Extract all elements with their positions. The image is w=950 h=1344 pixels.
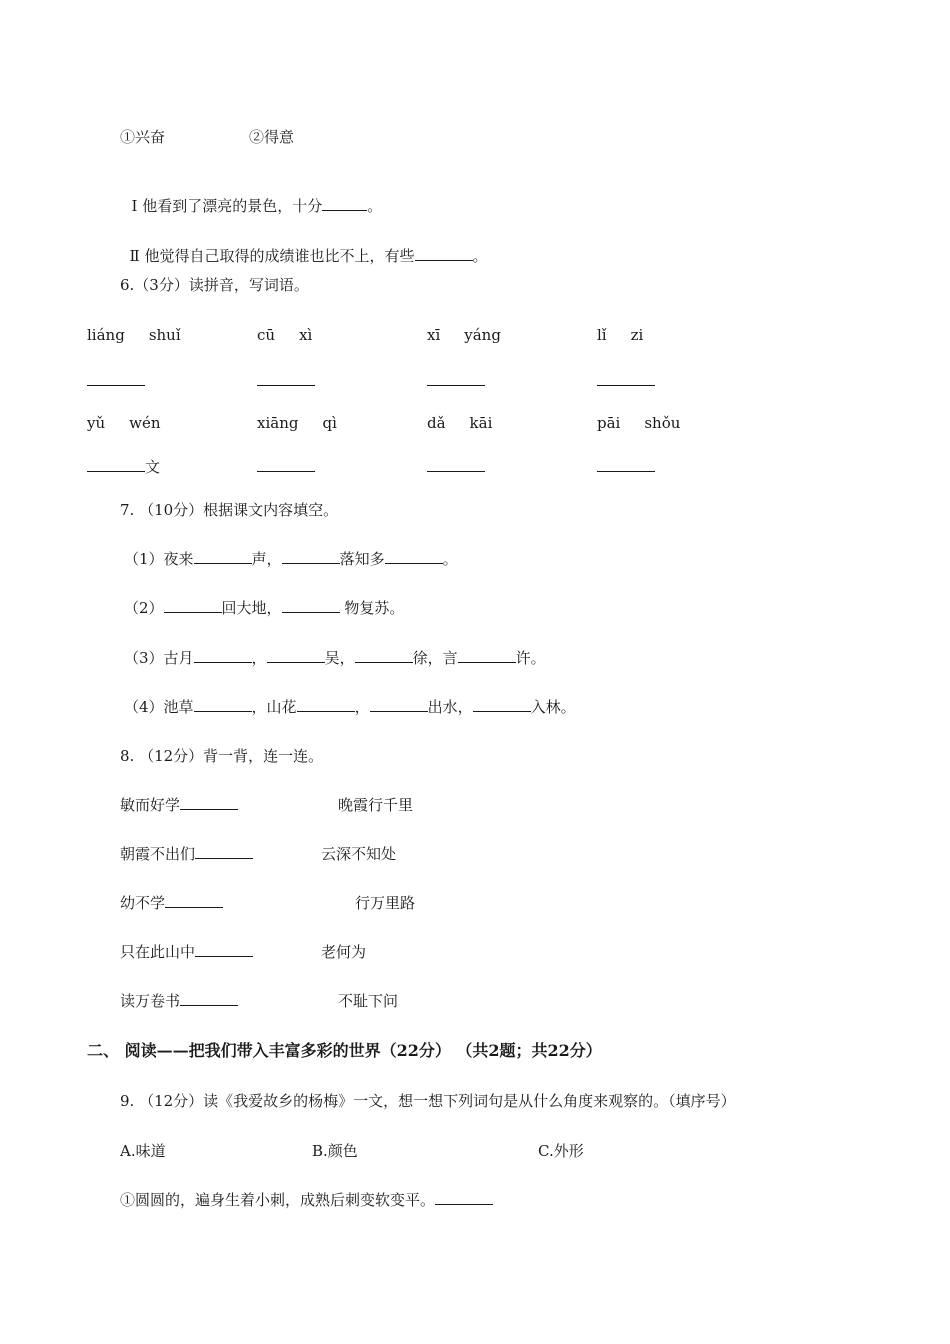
answer-blank[interactable] (415, 246, 473, 261)
answer-blank[interactable] (297, 697, 355, 712)
q5-s1-text: Ⅰ 他看到了漂亮的景色，十分 (131, 197, 323, 215)
answer-line[interactable] (257, 457, 315, 477)
match-right: 晚霞行千里 (338, 796, 414, 814)
pinyin-item: xī yáng (427, 326, 501, 344)
q5-sentence-2 (120, 226, 488, 266)
pinyin-item: dǎ kāi (427, 414, 493, 432)
q7-title: 7. （10分）根据课文内容填空。 (120, 501, 339, 519)
match-left: 只在此山中 (120, 942, 253, 962)
q9-item-1: ①圆圆的，遍身生着小刺，成熟后刺变软变平。 (120, 1190, 493, 1210)
answer-blank[interactable] (194, 549, 252, 564)
q7-line-3: （3）古月 ， 吴， 徐，言 许。 (124, 649, 546, 667)
answer-blank[interactable] (165, 893, 223, 908)
answer-blank[interactable] (355, 648, 413, 663)
match-left: 朝霞不出们 (120, 844, 253, 864)
match-left: 敏而好学 (120, 795, 238, 815)
answer-blank[interactable] (385, 549, 443, 564)
answer-line[interactable] (427, 457, 485, 477)
q7-line-2: （2） 回大地， 物复苏。 (124, 599, 405, 617)
pinyin-item: yǔ wén (87, 414, 161, 432)
pinyin-item: liáng shuǐ (87, 326, 181, 344)
answer-blank[interactable] (458, 648, 516, 663)
match-left: 读万卷书 (120, 991, 238, 1011)
q7-line-4: （4）池草 ，山花 ， 出水， 入林。 (124, 698, 576, 716)
section-heading: 二、 阅读——把我们带入丰富多彩的世界（22分） （共2题；共22分） (87, 1041, 602, 1060)
answer-blank[interactable] (180, 991, 238, 1006)
pinyin-item: pāi shǒu (597, 414, 681, 432)
match-right: 不耻下问 (338, 992, 399, 1010)
answer-line[interactable] (257, 371, 315, 391)
answer-blank[interactable] (473, 697, 531, 712)
answer-blank[interactable] (267, 648, 325, 663)
q5-sentence-1 (122, 176, 382, 216)
q9-option-a: A.味道 (120, 1142, 166, 1160)
q5-option-1: ①兴奋 (120, 128, 166, 146)
q5-option-2: ②得意 (249, 128, 295, 146)
answer-line[interactable] (427, 371, 485, 391)
answer-blank[interactable] (322, 196, 367, 211)
answer-line[interactable] (597, 371, 655, 391)
q9-option-c: C.外形 (538, 1142, 584, 1160)
q5-s2-text: Ⅱ 他觉得自己取得的成绩谁也比不上，有些 (129, 247, 415, 265)
answer-blank[interactable] (164, 598, 222, 613)
answer-line[interactable] (87, 371, 145, 391)
answer-blank[interactable] (282, 598, 340, 613)
answer-blank[interactable] (195, 942, 253, 957)
answer-blank[interactable] (370, 697, 428, 712)
q6-title: 6.（3分）读拼音，写词语。 (120, 276, 309, 294)
match-right: 行万里路 (355, 894, 416, 912)
q8-title: 8. （12分）背一背，连一连。 (120, 747, 324, 765)
q5-s1-end: 。 (367, 197, 383, 215)
pinyin-item: cū xì (257, 326, 313, 344)
match-left: 幼不学 (120, 893, 223, 913)
match-right: 老何为 (321, 943, 367, 961)
answer-blank[interactable] (180, 795, 238, 810)
answer-blank[interactable] (194, 697, 252, 712)
q7-line-1: （1）夜来 声， 落知多 。 (124, 550, 458, 568)
pinyin-item: lǐ zi (597, 326, 644, 344)
answer-blank[interactable] (195, 844, 253, 859)
match-right: 云深不知处 (321, 845, 397, 863)
answer-blank[interactable] (194, 648, 252, 663)
answer-line[interactable] (597, 457, 655, 477)
q5-s2-end: 。 (472, 247, 488, 265)
pinyin-item: xiāng qì (257, 414, 337, 432)
answer-suffix: 文 (145, 458, 161, 476)
q9-title: 9. （12分）读《我爱故乡的杨梅》一文，想一想下列词句是从什么角度来观察的。（填序号） (120, 1092, 736, 1110)
answer-line[interactable] (87, 457, 160, 477)
answer-blank[interactable] (282, 549, 340, 564)
answer-blank[interactable] (435, 1190, 493, 1205)
q9-option-b: B.颜色 (312, 1142, 358, 1160)
